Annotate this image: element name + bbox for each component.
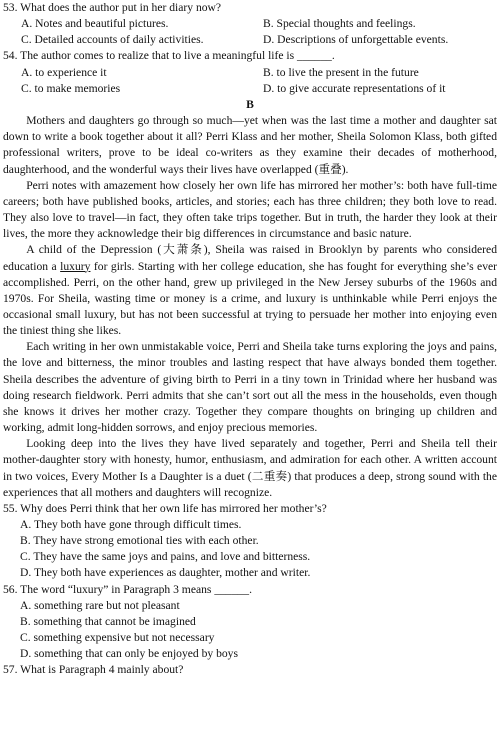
option-53-b: B. Special thoughts and feelings. — [263, 17, 416, 31]
question-54-options-row-1 — [3, 65, 497, 81]
paragraph-3-text-end: for girls. Starting with her college education, she has fought for everything she’s ever accomplished. Perri, on the other hand, grew up privileged in the New Jersey suburbs of the 1960s and 1970s. For Sheila, wasting time or money is a crime, and luxury is unthinkable while Perri enjoys the occasional small luxury, but has not been successful at trying to persuade her mother into enjoying even the tiniest thing she likes. — [3, 259, 497, 338]
option-54-c: C. to make memories — [21, 81, 121, 95]
option-53-a: A. Notes and beautiful pictures. — [21, 17, 169, 31]
passage-paragraph-3 — [3, 242, 497, 339]
option-54-a: A. to experience it — [21, 65, 107, 79]
option-54-b: B. to live the present in the future — [263, 65, 419, 79]
question-54-stem: 54. The author comes to realize that to live a meaningful life is ______. — [3, 49, 335, 63]
passage-paragraph-2: Perri notes with amazement how closely her own life has mirrored her mother’s: both have full-time careers; both have published books, articles, and stories; each has three children; they both love to read. They also love to travel—in fact, they often take trips together. But in truth, the harder they look at their lives, the more they acknowledge their big differences in circumstance and basic nature. — [3, 178, 497, 241]
option-55-c: C. They have the same joys and pains, and love and bitterness. — [20, 550, 311, 564]
option-55-b: B. They have strong emotional ties with each other. — [20, 534, 259, 548]
question-56-stem: 56. The word “luxury” in Paragraph 3 means ______. — [3, 582, 252, 596]
question-53-options-row-2 — [3, 32, 497, 48]
passage-paragraph-1: Mothers and daughters go through so much—yet when was the last time a mother and daughter sat down to write a book together about it all? Perri Klass and her mother, Sheila Solomon Klass, both gifted professional writers, prove to be ideal co-writers as they examine their decades of motherhood, daughterhood, and the wonderful ways their lives have overlapped (重叠). — [3, 114, 497, 176]
paragraph-3-text-start: A child of the Depression (大萧条), Sheila was raised in Brooklyn by parents who considered education a — [3, 243, 497, 273]
option-53-c: C. Detailed accounts of daily activities. — [21, 33, 204, 47]
passage-paragraph-5: Looking deep into the lives they have lived separately and together, Perri and Sheila tell their mother-daughter story with honesty, humor, enthusiasm, and admiration for each other. A written account in two voices, Every Mother Is a Daughter is a duet (二重奏) that produces a deep, strong sound with the experiences that all mothers and daughters will recognize. — [3, 437, 497, 499]
option-56-a: A. something rare but not pleasant — [20, 598, 180, 612]
underlined-word-luxury: luxury — [60, 259, 91, 273]
question-55-stem: 55. Why does Perri think that her own life has mirrored her mother’s? — [3, 501, 327, 515]
option-55-d: D. They both have experiences as daughter, mother and writer. — [20, 566, 311, 580]
option-56-c: C. something expensive but not necessary — [20, 631, 215, 645]
passage-paragraph-4: Each writing in her own unmistakable voice, Perri and Sheila take turns exploring the joys and pains, the love and bitterness, the minor troubles and lasting respect that have always bonded them together. Sheila describes the adventure of giving birth to Perri in a tiny town in Trinidad where her husband was doing research fieldwork. Perri admits that she can’t sort out all the mess in the households, even though she knows it drives her mother crazy. Together they compare thoughts on bringing up children and working, admit long-hidden sorrows, and enjoy precious memories. — [3, 340, 497, 435]
question-53-stem: 53. What does the author put in her diary now? — [3, 1, 222, 14]
option-56-d: D. something that can only be enjoyed by boys — [20, 647, 238, 661]
option-55-a: A. They both have gone through difficult times. — [20, 518, 242, 531]
option-54-d: D. to give accurate representations of it — [263, 81, 446, 95]
option-56-b: B. something that cannot be imagined — [20, 614, 196, 628]
question-53-options-row-1 — [3, 16, 497, 32]
question-57-stem: 57. What is Paragraph 4 mainly about? — [3, 663, 184, 677]
option-53-d: D. Descriptions of unforgettable events. — [263, 33, 449, 47]
question-54-options-row-2 — [3, 81, 497, 97]
section-heading: B — [246, 97, 254, 111]
